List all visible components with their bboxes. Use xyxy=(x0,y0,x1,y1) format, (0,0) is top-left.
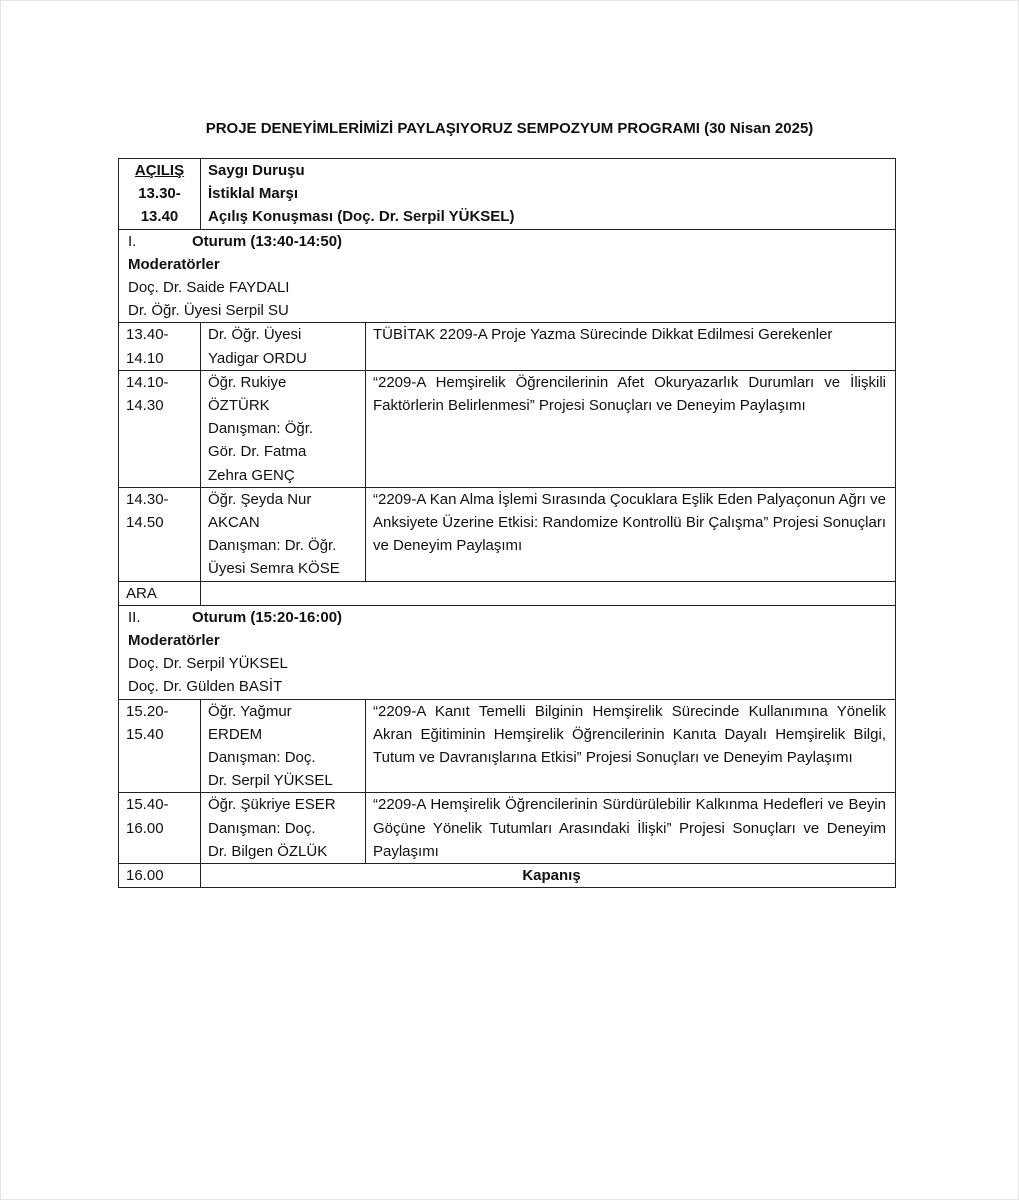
talk-row xyxy=(119,370,896,487)
talk-time-start: 15.20- xyxy=(126,702,169,720)
moderator-name: Doç. Dr. Saide FAYDALI xyxy=(128,279,290,297)
moderator-name: Dr. Öğr. Üyesi Serpil SU xyxy=(128,302,289,320)
speaker-line: Zehra GENÇ xyxy=(208,466,295,484)
speaker-line: Üyesi Semra KÖSE xyxy=(208,560,340,578)
talk-time xyxy=(119,323,201,370)
speaker-line: ÖZTÜRK xyxy=(208,397,270,415)
talk-time-end: 14.50 xyxy=(126,514,164,532)
session-2-header xyxy=(119,605,896,699)
talk-speaker xyxy=(201,487,366,581)
talk-time-start: 14.10- xyxy=(126,373,169,391)
talk-time-end: 14.10 xyxy=(126,349,164,367)
talk-time xyxy=(119,793,201,864)
talk-speaker xyxy=(201,793,366,864)
closing-label: Kapanış xyxy=(201,864,896,888)
talk-speaker xyxy=(201,370,366,487)
speaker-line: Dr. Bilgen ÖZLÜK xyxy=(208,842,328,860)
talk-time-end: 15.40 xyxy=(126,725,164,743)
moderators-label: Moderatörler xyxy=(128,255,220,273)
talk-speaker xyxy=(201,323,366,370)
session-header-row xyxy=(119,605,896,699)
program-table xyxy=(118,158,896,888)
talk-time-start: 15.40- xyxy=(126,796,169,814)
opening-item: Açılış Konuşması (Doç. Dr. Serpil YÜKSEL) xyxy=(208,208,515,226)
talk-topic: “2209-A Kanıt Temelli Bilginin Hemşirelik Sürecinde Kullanımına Yönelik Akran Eğitiminin Hemşirelik Öğrencilerinin Kanıta Dayalı Hemşirelik Bilgi, Tutum ve Davranışlarına Etkisi” Projesi Sonuçları ve Deneyim Paylaşımı xyxy=(366,699,896,793)
talk-speaker xyxy=(201,699,366,793)
document-title: PROJE DENEYİMLERİMİZİ PAYLAŞIYORUZ SEMPOZYUM PROGRAMI (30 Nisan 2025) xyxy=(205,120,814,137)
talk-row xyxy=(119,487,896,581)
speaker-line: Danışman: Öğr. xyxy=(208,420,314,438)
speaker-line: Yadigar ORDU xyxy=(208,349,307,367)
moderator-name: Doç. Dr. Serpil YÜKSEL xyxy=(128,655,288,673)
opening-row xyxy=(119,159,896,230)
session-1-header xyxy=(119,229,896,323)
speaker-line: AKCAN xyxy=(208,514,260,532)
speaker-line: Dr. Serpil YÜKSEL xyxy=(208,772,333,790)
talk-topic: “2209-A Hemşirelik Öğrencilerinin Afet Okuryazarlık Durumları ve İlişkili Faktörlerin Belirlenmesi” Projesi Sonuçları ve Deneyim Paylaşımı xyxy=(366,370,896,487)
opening-items-cell xyxy=(201,159,896,230)
session-title: Oturum (15:20-16:00) xyxy=(192,608,343,626)
speaker-line: Gör. Dr. Fatma xyxy=(208,443,307,461)
break-row xyxy=(119,581,896,605)
moderators-label: Moderatörler xyxy=(128,632,220,650)
speaker-line: Dr. Öğr. Üyesi xyxy=(208,326,302,344)
session-number: I. xyxy=(128,232,137,250)
talk-time-end: 14.30 xyxy=(126,397,164,415)
speaker-line: Öğr. Yağmur xyxy=(208,702,292,720)
talk-time xyxy=(119,699,201,793)
speaker-line: Danışman: Dr. Öğr. xyxy=(208,537,337,555)
break-label: ARA xyxy=(119,581,201,605)
talk-topic: “2209-A Hemşirelik Öğrencilerinin Sürdürülebilir Kalkınma Hedefleri ve Beyin Göçüne Yönelik Tutumları Arasındaki İlişki” Projesi Sonuçları ve Deneyim Paylaşımı xyxy=(366,793,896,864)
speaker-line: ERDEM xyxy=(208,725,263,743)
talk-row xyxy=(119,793,896,864)
opening-time-end: 13.40 xyxy=(140,208,179,226)
session-title: Oturum (13:40-14:50) xyxy=(192,232,343,250)
opening-time-cell xyxy=(119,159,201,230)
speaker-line: Danışman: Doç. xyxy=(208,819,316,837)
talk-topic: TÜBİTAK 2209-A Proje Yazma Sürecinde Dikkat Edilmesi Gerekenler xyxy=(366,323,896,370)
talk-row xyxy=(119,699,896,793)
break-empty-cell xyxy=(201,581,896,605)
speaker-line: Öğr. Şeyda Nur xyxy=(208,490,312,508)
talk-time-start: 14.30- xyxy=(126,490,169,508)
talk-time xyxy=(119,487,201,581)
session-number: II. xyxy=(128,608,141,626)
opening-item: İstiklal Marşı xyxy=(208,185,299,203)
opening-time-start: 13.30- xyxy=(138,185,181,203)
opening-label: AÇILIŞ xyxy=(134,162,185,179)
speaker-line: Danışman: Doç. xyxy=(208,749,316,767)
speaker-line: Öğr. Şükriye ESER xyxy=(208,796,336,814)
talk-time-start: 13.40- xyxy=(126,326,169,344)
talk-time-end: 16.00 xyxy=(126,819,164,837)
speaker-line: Öğr. Rukiye xyxy=(208,373,287,391)
opening-item: Saygı Duruşu xyxy=(208,162,305,179)
session-header-row xyxy=(119,229,896,323)
moderator-name: Doç. Dr. Gülden BASİT xyxy=(128,678,283,696)
closing-time: 16.00 xyxy=(119,864,201,888)
talk-row xyxy=(119,323,896,370)
closing-row xyxy=(119,864,896,888)
talk-topic: “2209-A Kan Alma İşlemi Sırasında Çocuklara Eşlik Eden Palyaçonun Ağrı ve Anksiyete Üzerine Etkisi: Randomize Kontrollü Bir Çalışma” Projesi Sonuçları ve Deneyim Paylaşımı xyxy=(366,487,896,581)
talk-time xyxy=(119,370,201,487)
